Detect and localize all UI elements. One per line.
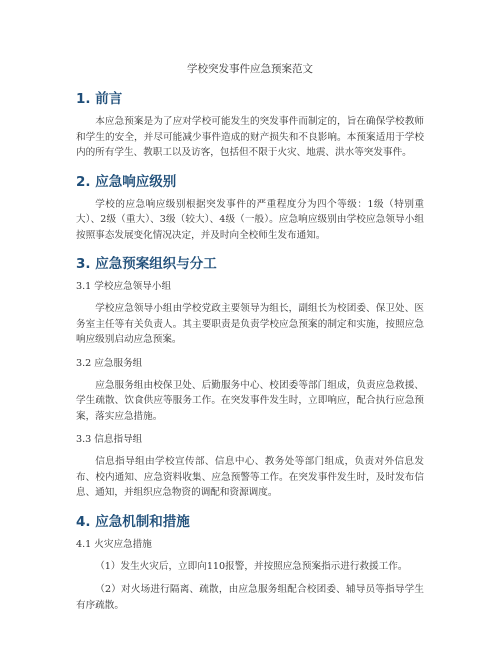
list-item: （2）对火场进行隔离、疏散，由应急服务组配合校团委、辅导员等指导学生有序疏散。 bbox=[76, 584, 424, 611]
section-heading-organization: 3. 应急预案组织与分工 bbox=[76, 256, 217, 272]
section-heading-response-levels: 2. 应急响应级别 bbox=[76, 173, 177, 190]
section-heading-preface: 1. 前言 bbox=[76, 91, 123, 107]
subsection-paragraph: 学校应急领导小组由学校党政主要领导为组长，副组长为校团委、保卫处、医务室主任等有关负责人。其主要职责是负责学校应急预案的制定和实施，按照应急响应级别启动应急预案。 bbox=[76, 303, 424, 345]
section-heading-mechanisms: 4. 应急机制和措施 bbox=[76, 513, 190, 530]
document-title: 学校突发事件应急预案范文 bbox=[187, 63, 313, 75]
subsection-heading: 3.1 学校应急领导小组 bbox=[76, 281, 172, 292]
subsection-heading: 4.1 火灾应急措施 bbox=[76, 538, 152, 550]
subsection-heading: 3.2 应急服务组 bbox=[76, 357, 143, 369]
list-item: （1）发生火灾后，立即向110报警，并按照应急预案指示进行救援工作。 bbox=[95, 560, 408, 572]
section-paragraph: 本应急预案是为了应对学校可能发生的突发事件而制定的，旨在确保学校教师和学生的安全，并尽可能减少事件造成的财产损失和不良影响。本预案适用于学校内的所有学生、教职工以及访客，包括但不限于火灾、地震、洪水等突发事件。 bbox=[76, 116, 424, 158]
subsection-paragraph: 信息指导组由学校宣传部、信息中心、教务处等部门组成，负责对外信息发布、校内通知、应急资料收集、应急预警等工作。在突发事件发生时，及时发布信息、通知，并组织应急物资的调配和资源调度。 bbox=[76, 456, 424, 498]
section-paragraph: 学校的应急响应级别根据突发事件的严重程度分为四个等级：1级（特别重大）、2级（重大）、3级（较大）、4级（一般）。应急响应级别由学校应急领导小组按照事态发展变化情况决定，并及时向全校师生发布通知。 bbox=[76, 198, 424, 241]
subsection-paragraph: 应急服务组由校保卫处、后勤服务中心、校团委等部门组成，负责应急救援、学生疏散、饮食供应等服务工作。在突发事件发生时，立即响应，配合执行应急预案，落实应急措施。 bbox=[76, 379, 424, 422]
subsection-heading: 3.3 信息指导组 bbox=[76, 434, 143, 445]
